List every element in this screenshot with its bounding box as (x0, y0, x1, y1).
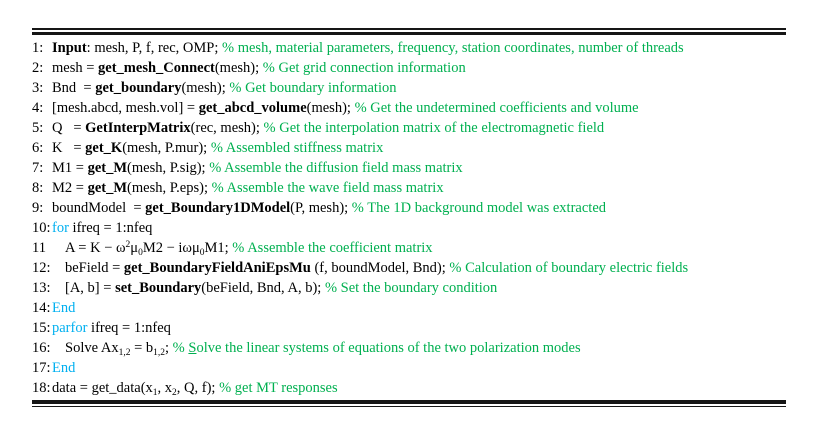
code-segment: μ (130, 240, 139, 256)
code-segment: get_mesh_Connect (98, 60, 215, 76)
code-segment: A = K − ω (65, 240, 126, 256)
code-line (32, 298, 786, 318)
code-segment: % (172, 340, 189, 356)
code-segment: % mesh, material parameters, frequency, station coordinates, number of threads (222, 40, 684, 56)
code-text (52, 58, 466, 78)
code-line (32, 258, 786, 278)
code-segment: boundModel = (52, 200, 146, 216)
code-segment: : mesh, P, f, rec, OMP; (86, 40, 223, 56)
code-segment: = b (130, 340, 154, 356)
code-text (52, 78, 397, 98)
code-segment: Bnd = (52, 80, 96, 96)
line-number: 11 (32, 240, 46, 256)
code-segment: % Set the boundary condition (324, 280, 498, 296)
code-text (52, 338, 581, 358)
line-number: 3: (32, 80, 44, 96)
code-segment: get_M (87, 160, 128, 176)
code-line (32, 198, 786, 218)
algorithm-listing (32, 28, 786, 407)
code-segment: 1,2 (153, 348, 166, 358)
code-segment: S (188, 340, 197, 356)
code-segment: 1 (152, 388, 158, 398)
code-text (52, 238, 433, 258)
line-number: 2: (32, 60, 44, 76)
code-segment: (P, mesh); (290, 200, 352, 216)
code-line (32, 218, 786, 238)
code-text (52, 298, 75, 318)
line-number: 12: (32, 260, 51, 276)
bottom-rule-thin-line (32, 406, 786, 408)
bottom-rule (32, 400, 786, 407)
code-line (32, 238, 786, 258)
code-segment: , x (157, 380, 173, 396)
code-segment: get_boundary (95, 80, 182, 96)
code-segment: get_Boundary1DModel (145, 200, 291, 216)
code-segment: data = get_data(x (52, 380, 153, 396)
code-text (52, 218, 152, 238)
code-segment: % Assemble the wave field mass matrix (211, 180, 444, 196)
code-segment: GetInterpMatrix (85, 120, 191, 136)
code-segment: M1; (204, 240, 233, 256)
code-segment: (mesh); (306, 100, 355, 116)
line-number: 7: (32, 160, 44, 176)
code-segment: % Get the undetermined coefficients and volume (354, 100, 639, 116)
line-number: 18: (32, 380, 51, 396)
line-number: 8: (32, 180, 44, 196)
line-number: 15: (32, 320, 51, 336)
line-number: 17: (32, 360, 51, 376)
line-number: 14: (32, 300, 51, 316)
line-number: 4: (32, 100, 44, 116)
line-number: 10: (32, 220, 51, 236)
code-segment: (mesh, P.sig); (127, 160, 210, 176)
code-segment: (rec, mesh); (190, 120, 264, 136)
code-segment: K = (52, 140, 86, 156)
code-segment: % Assembled stiffness matrix (210, 140, 384, 156)
code-segment: (f, boundModel, Bnd); (310, 260, 450, 276)
line-number: 9: (32, 200, 44, 216)
code-segment: End (52, 300, 76, 316)
code-line (32, 178, 786, 198)
code-segment: Solve Ax (65, 340, 119, 356)
line-number: 16: (32, 340, 51, 356)
code-segment: End (52, 360, 76, 376)
code-segment: mesh = (52, 60, 99, 76)
code-segment: % The 1D background model was extracted (351, 200, 606, 216)
code-segment: for (52, 220, 69, 236)
code-text (52, 378, 338, 398)
code-segment: % Get grid connection information (262, 60, 466, 76)
code-segment: beField = (65, 260, 124, 276)
code-segment: (mesh); (214, 60, 263, 76)
code-text (52, 138, 383, 158)
code-line (32, 98, 786, 118)
code-line (32, 338, 786, 358)
code-segment: get_K (85, 140, 123, 156)
code-lines (32, 35, 786, 400)
code-segment: get_M (87, 180, 128, 196)
code-segment: M2 = (52, 180, 88, 196)
code-segment: 0 (199, 248, 205, 258)
code-text (52, 278, 497, 298)
code-line (32, 158, 786, 178)
code-segment: ifreq = 1:nfeq (87, 320, 171, 336)
code-segment: M1 = (52, 160, 88, 176)
line-number: 6: (32, 140, 44, 156)
code-segment: 2 (172, 388, 177, 398)
code-text (52, 38, 684, 58)
code-segment: get_BoundaryFieldAniEpsMu (123, 260, 311, 276)
code-segment: (beField, Bnd, A, b); (201, 280, 325, 296)
code-segment: (mesh); (181, 80, 230, 96)
code-text (52, 98, 639, 118)
code-segment: M2 − iωμ (142, 240, 200, 256)
code-segment: % get MT responses (219, 380, 338, 396)
code-line (32, 318, 786, 338)
code-segment: % Calculation of boundary electric fields (449, 260, 689, 276)
code-segment: ifreq = 1:nfeq (68, 220, 153, 236)
code-line (32, 118, 786, 138)
line-number: 13: (32, 280, 51, 296)
code-line (32, 138, 786, 158)
code-text (52, 258, 688, 278)
code-line (32, 378, 786, 398)
code-segment: [mesh.abcd, mesh.vol] = (52, 100, 199, 116)
code-text (52, 318, 171, 338)
code-segment: set_Boundary (115, 280, 202, 296)
code-segment: (mesh, P.mur); (122, 140, 211, 156)
code-segment: 0 (138, 248, 143, 258)
code-segment: % Get the interpolation matrix of the electromagnetic field (263, 120, 605, 136)
code-segment: % Assemble the coefficient matrix (232, 240, 433, 256)
line-number: 5: (32, 120, 44, 136)
code-segment: parfor (52, 320, 88, 336)
code-segment: [A, b] = (65, 280, 116, 296)
code-segment: Q = (52, 120, 86, 136)
code-text (52, 118, 604, 138)
code-line (32, 78, 786, 98)
code-line (32, 38, 786, 58)
code-line (32, 58, 786, 78)
code-text (52, 178, 444, 198)
code-text (52, 158, 463, 178)
code-segment: get_abcd_volume (198, 100, 307, 116)
code-segment: % Assemble the diffusion field mass matrix (209, 160, 463, 176)
code-segment: , Q, f); (176, 380, 220, 396)
top-rule (32, 28, 786, 35)
code-segment: (mesh, P.eps); (127, 180, 212, 196)
line-number: 1: (32, 40, 44, 56)
code-text (52, 358, 75, 378)
code-line (32, 278, 786, 298)
code-segment: ; (165, 340, 173, 356)
code-segment: Input (52, 40, 87, 56)
code-segment: 2 (125, 240, 131, 250)
code-segment: 1,2 (118, 348, 131, 358)
code-line (32, 358, 786, 378)
code-segment: olve the linear systems of equations of the two polarization modes (196, 340, 581, 356)
code-segment: % Get boundary information (229, 80, 397, 96)
code-text (52, 198, 606, 218)
